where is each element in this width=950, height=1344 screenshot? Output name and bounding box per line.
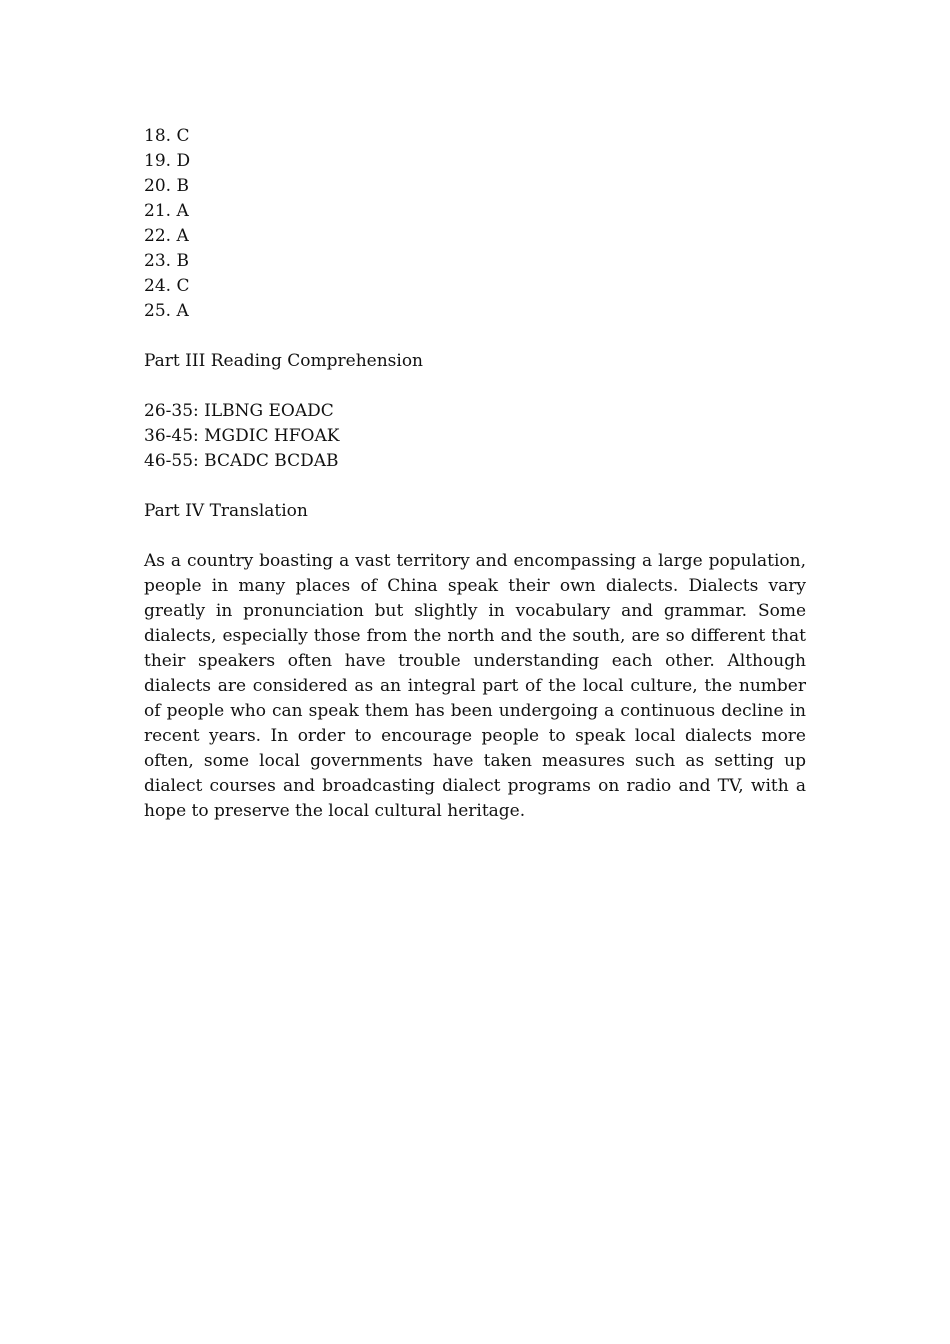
reading-answer-line: 36-45: MGDIC HFOAK: [144, 426, 340, 446]
reading-answer-line: 46-55: BCADC BCDAB: [144, 451, 339, 471]
reading-heading: Part III Reading Comprehension: [144, 351, 424, 371]
reading-answer-line: 26-35: ILBNG EOADC: [144, 401, 334, 421]
document-page: [144, 124, 806, 824]
reading-answer-list: [144, 399, 806, 474]
spacer: [144, 324, 806, 349]
answer-list: [144, 124, 806, 324]
translation-paragraph: As a country boasting a vast territory and encompassing a large population, people in many places of China speak their own dialects. Dialects vary greatly in pronunciation but slightly in vocabulary and grammar. Some dialects, especially those from the north and the south, are so different that their speakers often have trouble understanding each other. Although dialects are considered as an integral part of the local culture, the number of people who can speak them has been undergoing a continuous decline in recent years. In order to encourage people to speak local dialects more often, some local governments have taken measures such as setting up dialect courses and broadcasting dialect programs on radio and TV, with a hope to preserve the local cultural heritage.: [144, 551, 806, 821]
spacer: [144, 374, 806, 399]
answer-item: 20. B: [144, 176, 189, 196]
answer-item: 21. A: [144, 201, 189, 221]
spacer: [144, 524, 806, 549]
answer-item: 23. B: [144, 251, 189, 271]
answer-item: 22. A: [144, 226, 189, 246]
answer-item: 24. C: [144, 276, 190, 296]
answer-item: 18. C: [144, 126, 190, 146]
translation-heading: Part IV Translation: [144, 501, 308, 521]
answer-item: 25. A: [144, 301, 189, 321]
spacer: [144, 474, 806, 499]
answer-item: 19. D: [144, 151, 191, 171]
